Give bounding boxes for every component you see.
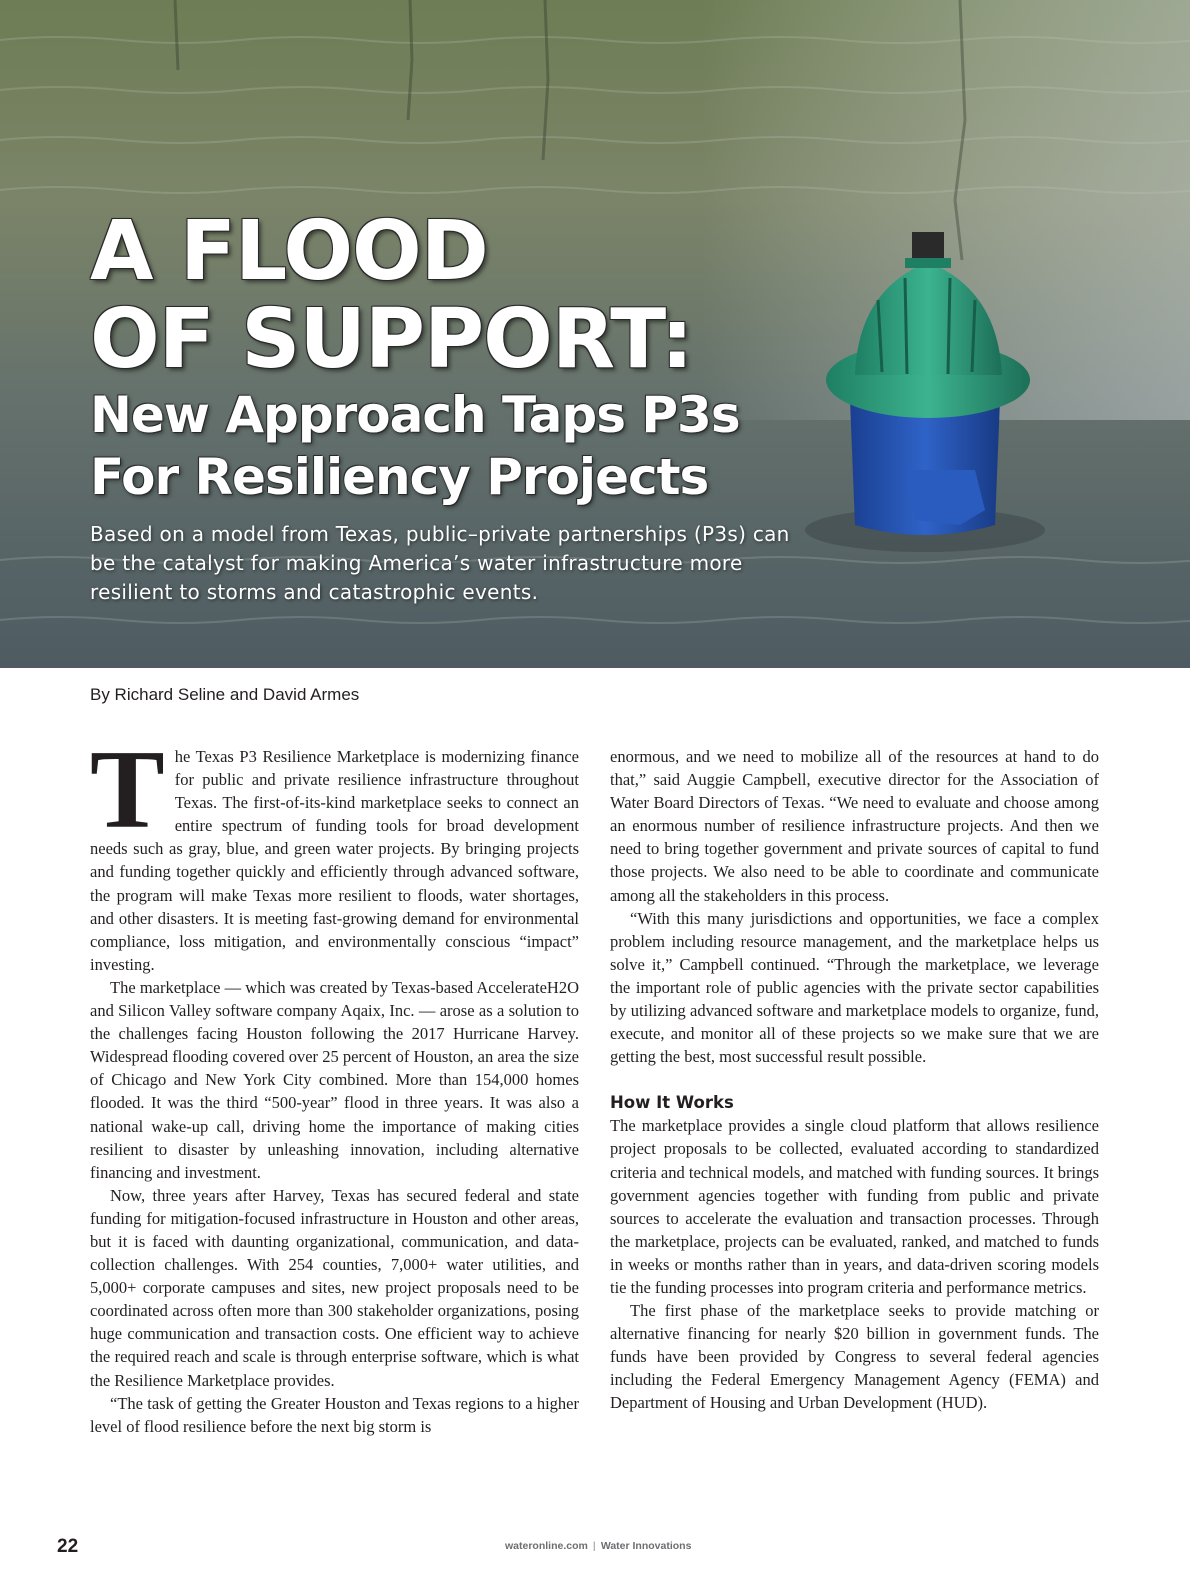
paragraph: Now, three years after Harvey, Texas has secured federal and state funding for mitigation-focused infrastructure in Houston and other areas, but it is faced with daunting organizational, communication, and data-collection challenges. With 254 counties, 7,000+ water utilities, and 5,000+ corporate campuses and sites, new project proposals need to be coordinated across often more than 300 stakeholder organizations, posing huge communication and transaction costs. One efficient way to achieve the required reach and scale is through enterprise software, which is what the Resilience Marketplace provides. xyxy=(90,1185,579,1390)
footer-site: wateronline.com xyxy=(505,1540,588,1552)
subheadline-line-1: New Approach Taps P3s xyxy=(90,386,740,444)
paragraph: enormous, and we need to mobilize all of the resources at hand to do that,” said Auggie Campbell, executive director for the Association of Water Board Directors of Texas. “We need to evaluate and choose among an enormous number of resilience infrastructure projects. And then we need to bring together government and private sources of capital to fund those projects. We also need to be able to coordinate and communicate among all the stakeholders in this process. xyxy=(610,747,1099,905)
footer-separator: | xyxy=(592,1540,596,1552)
headline-line-2: OF SUPPORT: xyxy=(90,292,693,387)
article-deck: Based on a model from Texas, public–private partnerships (P3s) can be the catalyst for making America’s water infrastructure more resilient to storms and catastrophic events. xyxy=(90,522,790,604)
paragraph xyxy=(90,728,579,976)
article-column-left xyxy=(90,728,579,1438)
footer-section: Water Innovations xyxy=(600,1540,692,1552)
paragraph: The marketplace provides a single cloud platform that allows resilience project proposals to be collected, evaluated according to standardized criteria and technical models, and matched with funding sources. It brings government agencies together with funding from public and private sources to accelerate the evaluation and transaction processes. Through the marketplace, projects can be evaluated, ranked, and matched to funds in weeks or months rather than in years, and data-driven scoring models tie the funding processes into program criteria and performance metrics. xyxy=(610,1116,1099,1297)
headline-line-1: A FLOOD xyxy=(90,204,488,299)
drop-cap: T xyxy=(90,728,165,852)
running-footer xyxy=(505,1540,691,1552)
paragraph: “The task of getting the Greater Houston and Texas regions to a higher level of flood resilience before the next big storm is xyxy=(90,1393,579,1436)
article-column-right xyxy=(610,745,1099,1415)
byline: By Richard Seline and David Armes xyxy=(90,685,360,704)
paragraph: The first phase of the marketplace seeks to provide matching or alternative financing for nearly $20 billion in government funds. The funds have been provided by Congress to several federal agencies including the Federal Emergency Management Agency (FEMA) and Department of Housing and Urban Development (HUD). xyxy=(610,1301,1099,1413)
page-number: 22 xyxy=(57,1536,79,1557)
paragraph: The marketplace — which was created by Texas-based AccelerateH2O and Silicon Valley software company Aqaix, Inc. — arose as a solution to the challenges facing Houston following the 2017 Hurricane Harvey. Widespread flooding covered over 25 percent of Houston, an area the size of Chicago and New York City combined. More than 154,000 homes flooded. It was the third “500-year” flood in three years. It was also a national wake-up call, driving home the importance of making cities resilient to disaster by unleashing innovation, including alternative financing and investment. xyxy=(90,977,579,1182)
subheadline-line-2: For Resiliency Projects xyxy=(90,448,709,506)
section-heading: How It Works xyxy=(610,1093,734,1113)
paragraph-text: he Texas P3 Resilience Marketplace is modernizing finance for public and private resilience infrastructure throughout Texas. The first-of-its-kind marketplace seeks to connect an entire spectrum of funding tools for broad development needs such as gray, blue, and green water projects. By bringing projects and funding together quickly and efficiently through advanced software, the program will make Texas more resilient to floods, water shortages, and other disasters. It is meeting fast-growing demand for environmental compliance, loss mitigation, and environmentally conscious “impact” investing. xyxy=(90,747,579,974)
paragraph: “With this many jurisdictions and opportunities, we face a complex problem including resource management, and the marketplace helps us solve it,” Campbell continued. “Through the marketplace, we leverage the important role of public agencies with the private sector capabilities by utilizing advanced software and marketplace models to organize, fund, execute, and monitor all of these projects so we make sure that we are getting the best, most successful result possible. xyxy=(610,908,1099,1067)
hero-banner xyxy=(0,0,1190,668)
headline-block xyxy=(90,204,850,607)
